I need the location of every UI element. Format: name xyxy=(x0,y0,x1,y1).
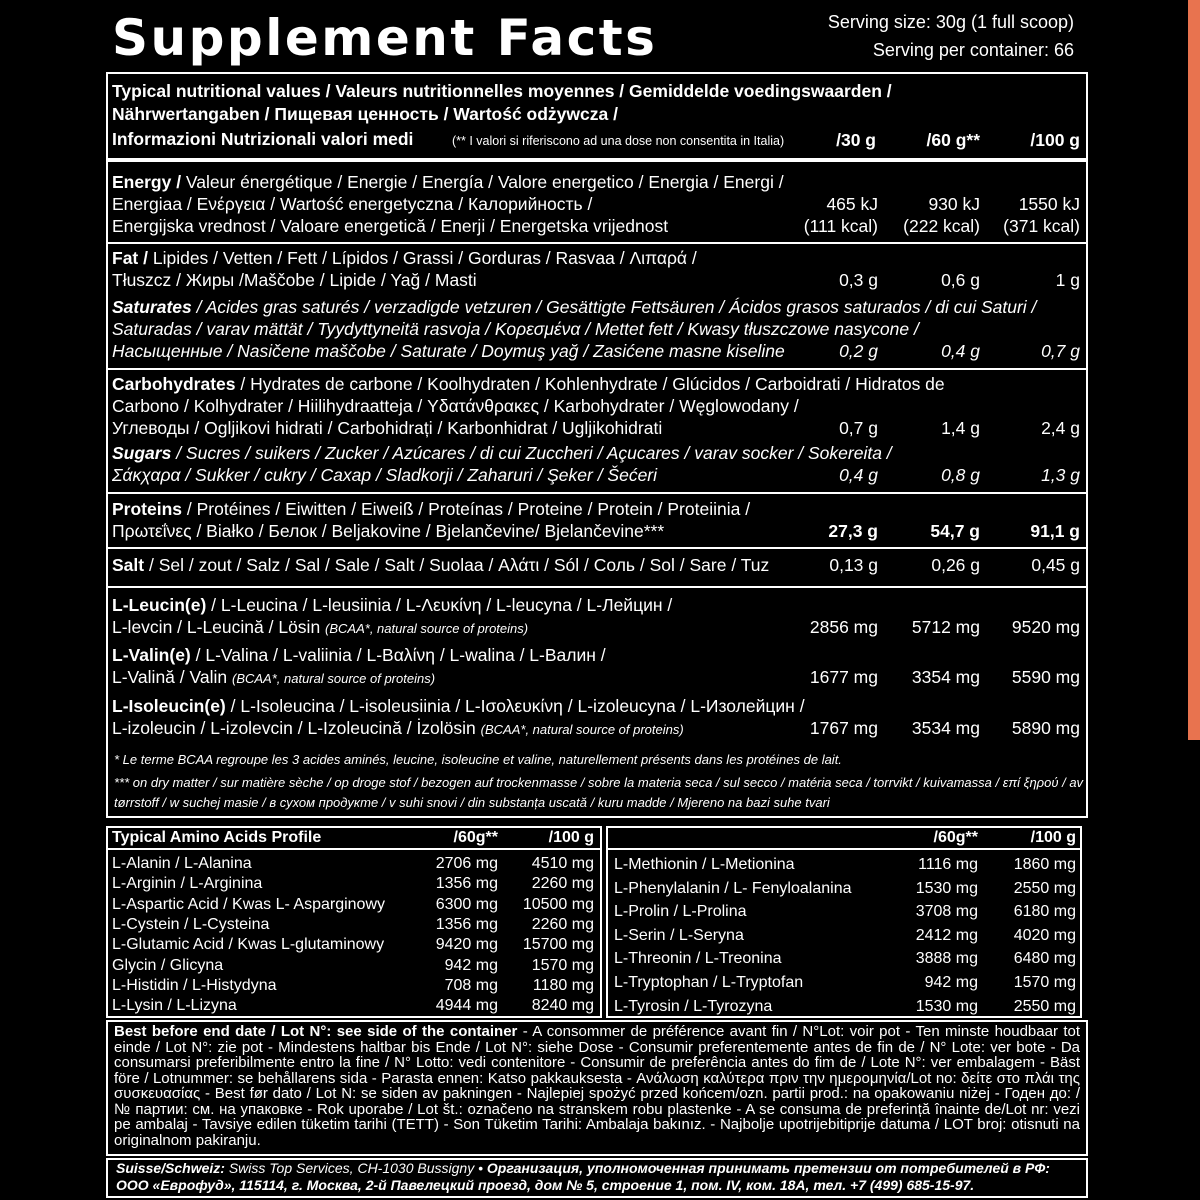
amino_left-value-60g: 942 mg xyxy=(444,956,498,974)
amino_right-value-100g: 1860 mg xyxy=(1013,856,1076,873)
proteins-line-1: Proteins / Protéines / Eiwitten / Eiweiß / Proteínas / Proteine / Protein / Proteiinia / xyxy=(112,499,751,519)
amino_right-value-100g: 2550 mg xyxy=(1013,997,1076,1015)
fat-line-1: Fat / Lipides / Vetten / Fett / Lípidos / Grassi / Gorduras / Rasvaa / Λιπαρά / xyxy=(112,248,697,268)
amino_left-value-100g: 10500 mg xyxy=(522,895,594,913)
amino_left-name: Glycin / Glicyna xyxy=(112,956,224,974)
sugars-60: 0,8 g xyxy=(941,465,980,485)
amino_right-value-100g: 2550 mg xyxy=(1013,879,1076,897)
amino_right-name: L-Serin / L-Seryna xyxy=(614,926,744,944)
isoleucine-line-1: L-Isoleucin(e) / L-Isoleucina / L-isoleusiinia / L-Ισολευκίνη / L-izoleucyna / L-Изолейцин / xyxy=(112,696,805,716)
amino_right-value-100g: 1570 mg xyxy=(1013,974,1076,991)
amino_left-name: L-Histidin / L-Histydyna xyxy=(112,976,277,994)
energy-kj-60: 930 kJ xyxy=(928,194,980,214)
col-header-60g: /60 g** xyxy=(926,130,980,150)
amino_left-name: L-Arginin / L-Arginina xyxy=(112,875,263,893)
sugars-line-2: Σάκχαρα / Sukker / cukry / Caxap / Sladkorji / Zaharuri / Şeker / Šećeri xyxy=(112,465,658,485)
amino_right-value-60g: 1530 mg xyxy=(915,879,978,897)
amino_left-name: L-Glutamic Acid / Kwas L-glutaminowy xyxy=(112,936,385,954)
amino_left-value-60g: 9420 mg xyxy=(435,936,498,954)
energy-line-1: Energy / Valeur énergétique / Energie / Energía / Valore energetico / Energia / Energi / xyxy=(112,172,784,192)
valine-60: 3354 mg xyxy=(911,667,980,687)
dry-matter-footnote-1: *** on dry matter / sur matière sèche / op droge stof / bezogen auf trockenmasse / sobre la materia seca / sul secco / matéria seca / torrvikt / kuivamassa / επί ξηρού / av xyxy=(114,775,1084,790)
fat-30: 0,3 g xyxy=(839,270,878,290)
header-line-1: Typical nutritional values / Valeurs nutritionnelles moyennes / Gemiddelde voedingswaarden / xyxy=(112,81,892,101)
divider xyxy=(106,848,602,850)
fat-100: 1 g xyxy=(1055,270,1080,290)
fat-line-2: Tłuszcz / Жиры /Maščobe / Lipide / Yağ / Masti xyxy=(112,270,477,290)
energy-line-2: Energiaa / Ενέργεια / Wartość energetyczna / Калорийность / xyxy=(112,194,593,214)
amino_right-name: L-Methionin / L-Metionina xyxy=(614,856,795,873)
bcaa-footnote: * Le terme BCAA regroupe les 3 acides aminés, leucine, isoleucine et valine, naturellement présents dans les protéines de lait. xyxy=(114,752,842,767)
accent-stripe-bottom xyxy=(1188,740,1200,1200)
amino_left-value-60g: 6300 mg xyxy=(435,895,498,913)
leucine-30: 2856 mg xyxy=(809,617,878,637)
sugars-100: 1,3 g xyxy=(1041,465,1080,485)
dry-matter-footnote-2: tørrstoff / w suchej masie / в сухом продукте / v suhi snovi / din substanța uscată / kuru madde / Mjereno na bazi suhe tvari xyxy=(114,795,830,810)
carbs-line-3: Углеводы / Ogljikovi hidrati / Carbohidrați / Karbonhidrat / Ugljikohidrati xyxy=(112,418,663,438)
amino-left-header: Typical Amino Acids Profile xyxy=(112,829,322,846)
proteins-30: 27,3 g xyxy=(828,521,878,541)
amino_left-name: L-Aspartic Acid / Kwas L- Asparginowy xyxy=(112,895,386,913)
saturates-line-3: Насыщенные / Nasičene maščobe / Saturate / Doymuş yağ / Zasićene masne kiseline xyxy=(112,341,785,361)
saturates-line-1: Saturates / Acides gras saturés / verzadigde vetzuren / Gesättigte Fettsäuren / Ácidos grasos saturados / di cui Saturi / xyxy=(112,297,1037,317)
saturates-30: 0,2 g xyxy=(839,341,878,361)
amino_right-name: L-Phenylalanin / L- Fenyloalanina xyxy=(614,879,852,897)
carbs-30: 0,7 g xyxy=(839,418,878,438)
divider xyxy=(106,492,1088,494)
salt-60: 0,26 g xyxy=(931,555,980,575)
amino_left-value-100g: 2260 mg xyxy=(531,875,594,893)
proteins-100: 91,1 g xyxy=(1030,521,1080,541)
divider xyxy=(606,848,1082,850)
salt-100: 0,45 g xyxy=(1031,555,1080,575)
saturates-60: 0,4 g xyxy=(941,341,980,361)
serving-size: Serving size: 30g (1 full scoop) xyxy=(827,12,1074,32)
isoleucine-30: 1767 mg xyxy=(809,718,878,738)
amino_right-name: L-Prolin / L-Prolina xyxy=(614,903,747,921)
amino_right-value-100g: 4020 mg xyxy=(1013,926,1076,944)
valine-line-2: L-Valină / Valin (BCAA*, natural source of proteins) xyxy=(112,667,436,687)
proteins-line-2: Πρωτεΐνες / Białko / Белок / Beljakovine / Bjelančevine/ Bjelančevine*** xyxy=(112,521,665,541)
energy-kcal-60: (222 kcal) xyxy=(903,216,980,236)
valine-100: 5590 mg xyxy=(1011,667,1080,687)
leucine-100: 9520 mg xyxy=(1011,617,1080,637)
amino_right-value-100g: 6480 mg xyxy=(1013,950,1076,968)
amino-left-col-60: /60g** xyxy=(453,829,498,846)
energy-kj-100: 1550 kJ xyxy=(1018,194,1080,214)
divider xyxy=(106,158,1088,162)
isoleucine-line-2: L-izoleucin / L-izolevcin / L-Izoleucină / İzolösin (BCAA*, natural source of proteins) xyxy=(112,718,684,738)
amino_right-name: L-Tryptophan / L-Tryptofan xyxy=(614,974,804,991)
amino_left-name: L-Cystein / L-Cysteina xyxy=(112,915,270,933)
col-header-30g: /30 g xyxy=(836,130,876,150)
amino_right-value-60g: 1116 mg xyxy=(918,856,978,873)
col-header-100g: /100 g xyxy=(1030,130,1080,150)
amino_right-value-60g: 3708 mg xyxy=(915,903,978,921)
amino_right-value-100g: 6180 mg xyxy=(1013,903,1076,921)
amino_left-value-60g: 4944 mg xyxy=(435,997,498,1015)
valine-line-1: L-Valin(e) / L-Valina / L-valiinia / L-Βαλίνη / L-walina / L-Валин / xyxy=(112,645,606,665)
importer-line-2: ООО «Еврофуд», 115114, г. Москва, 2-й Павелецкий проезд, дом № 5, строение 1, пом. IV, ком. 18А, тел. +7 (499) 685-15-97. xyxy=(116,1177,975,1193)
fat-60: 0,6 g xyxy=(941,270,980,290)
amino_left-value-60g: 2706 mg xyxy=(435,855,498,872)
amino-right-col-100: /100 g xyxy=(1030,829,1076,846)
amino_left-value-60g: 708 mg xyxy=(444,976,498,994)
header-line-3: Informazioni Nutrizionali valori medi xyxy=(112,129,414,149)
isoleucine-100: 5890 mg xyxy=(1011,718,1080,738)
sugars-line-1: Sugars / Sucres / suikers / Zucker / Azúcares / di cui Zuccheri / Açucares / varav socker / Sokereita / xyxy=(112,443,892,463)
proteins-60: 54,7 g xyxy=(930,521,980,541)
amino_left-value-100g: 8240 mg xyxy=(531,997,594,1015)
carbs-100: 2,4 g xyxy=(1041,418,1080,438)
isoleucine-60: 3534 mg xyxy=(911,718,980,738)
divider xyxy=(106,368,1088,370)
amino_left-name: L-Alanin / L-Alanina xyxy=(112,855,252,872)
best-before-text: Best before end date / Lot N°: see side of the container - A consommer de préférence avant fin / N°Lot: voir pot - Ten minste houdbaar tot einde / Lot N°: zie pot - Mindestens haltbar bis Ende / Lot N°: siehe Dose - Consumir preferentemente antes de fin de / N° Lote: ver bote - Da consumarsi preferibilmente entro la fine / N° Lotto: vedi contenitore - Consumir de preferência antes do fim de / Lote N°: ver embalagem - Bäst före / Lotnummer: se behållarens sida - Parasta ennen: Katso pakkauksesta - Ανάλωση καλύτερα πριν την ημερομηνία/Lot no: δείτε στο πλάι της συσκευασίας - Best før dato / Lot N: se siden av pakningen - Najlepiej spożyć przed końcem/ozn. partii prod.: na opakowaniu niżej - Годен до: / № партии: см. на упаковке - Rok uporabe / Lot št.: označeno na stranskem robu plastenke - A se consuma de preferință înainte de/Lot nr: vezi pe ambalaj - Tavsiye edilen tüketim tarihi (TETT) - Son Tüketim Tarihi: Ambalaja bakınız. - Najbolje upotrijebitiprije datuma / LOT broj: otisnuti na originalnom pakiranju. xyxy=(114,1023,1080,1149)
saturates-line-2: Saturadas / varav mättät / Tyydyttyneitä rasvoja / Κορεσμένα / Mettet fett / Kwasy tłuszczowe nasycone / xyxy=(112,319,919,339)
amino_left-value-60g: 1356 mg xyxy=(435,875,498,893)
amino_left-value-100g: 15700 mg xyxy=(522,936,594,954)
sugars-30: 0,4 g xyxy=(839,465,878,485)
leucine-60: 5712 mg xyxy=(911,617,980,637)
energy-kcal-100: (371 kcal) xyxy=(1003,216,1080,236)
carbs-line-1: Carbohydrates / Hydrates de carbone / Koolhydraten / Kohlenhydrate / Glúcidos / Carboidrati / Hidratos de xyxy=(112,374,945,394)
amino_left-name: L-Lysin / L-Lizyna xyxy=(112,997,237,1015)
header-line-2: Nährwertangaben / Пищевая ценность / Wartość odżywcza / xyxy=(112,104,618,124)
energy-kj-30: 465 kJ xyxy=(826,194,878,214)
amino_right-name: L-Threonin / L-Treonina xyxy=(614,950,782,968)
importer-line-1: Suisse/Schweiz: Swiss Top Services, CH-1030 Bussigny • Организация, уполномоченная принимать претензии от потребителей в РФ: xyxy=(116,1160,1050,1176)
valine-30: 1677 mg xyxy=(809,667,878,687)
divider xyxy=(106,242,1088,244)
amino-right-col-60: /60g** xyxy=(933,829,978,846)
amino_left-value-100g: 4510 mg xyxy=(531,855,594,872)
servings-per-container: Serving per container: 66 xyxy=(872,40,1074,60)
amino_right-value-60g: 1530 mg xyxy=(915,997,978,1015)
carbs-60: 1,4 g xyxy=(941,418,980,438)
amino_left-value-100g: 1570 mg xyxy=(531,956,594,974)
energy-line-3: Energijska vrednost / Valoare energetică / Enerji / Energetska vrijednost xyxy=(112,216,669,236)
header-footnote: (** I valori si riferiscono ad una dose non consentita in Italia) xyxy=(452,134,785,148)
divider xyxy=(106,586,1088,588)
amino_right-value-60g: 2412 mg xyxy=(915,926,978,944)
amino_right-value-60g: 942 mg xyxy=(924,974,978,991)
amino_left-value-100g: 2260 mg xyxy=(531,915,594,933)
leucine-line-1: L-Leucin(e) / L-Leucina / L-leusiinia / L-Λευκίνη / L-leucyna / L-Лейцин / xyxy=(112,595,673,615)
amino_right-value-60g: 3888 mg xyxy=(915,950,978,968)
energy-kcal-30: (111 kcal) xyxy=(803,216,878,236)
page-title: Supplement Facts xyxy=(112,9,658,67)
saturates-100: 0,7 g xyxy=(1041,341,1080,361)
carbs-line-2: Carbono / Kolhydrater / Hiilihydraatteja / Υδατάνθρακες / Karbohydrater / Węglowodany / xyxy=(112,396,799,416)
leucine-line-2: L-levcin / L-Leucină / Lösin (BCAA*, natural source of proteins) xyxy=(112,617,529,637)
amino_left-value-60g: 1356 mg xyxy=(435,915,498,933)
divider xyxy=(106,547,1088,549)
orange-accent-stripe xyxy=(1188,0,1200,740)
salt-30: 0,13 g xyxy=(829,555,878,575)
salt-line: Salt / Sel / zout / Salz / Sal / Sale / Salt / Suolaa / Αλάτι / Sól / Соль / Sol / Sare / Tuz xyxy=(112,555,770,575)
amino_left-value-100g: 1180 mg xyxy=(532,976,594,994)
amino_right-name: L-Tyrosin / L-Tyrozyna xyxy=(614,997,773,1015)
amino-left-col-100: /100 g xyxy=(548,829,594,846)
